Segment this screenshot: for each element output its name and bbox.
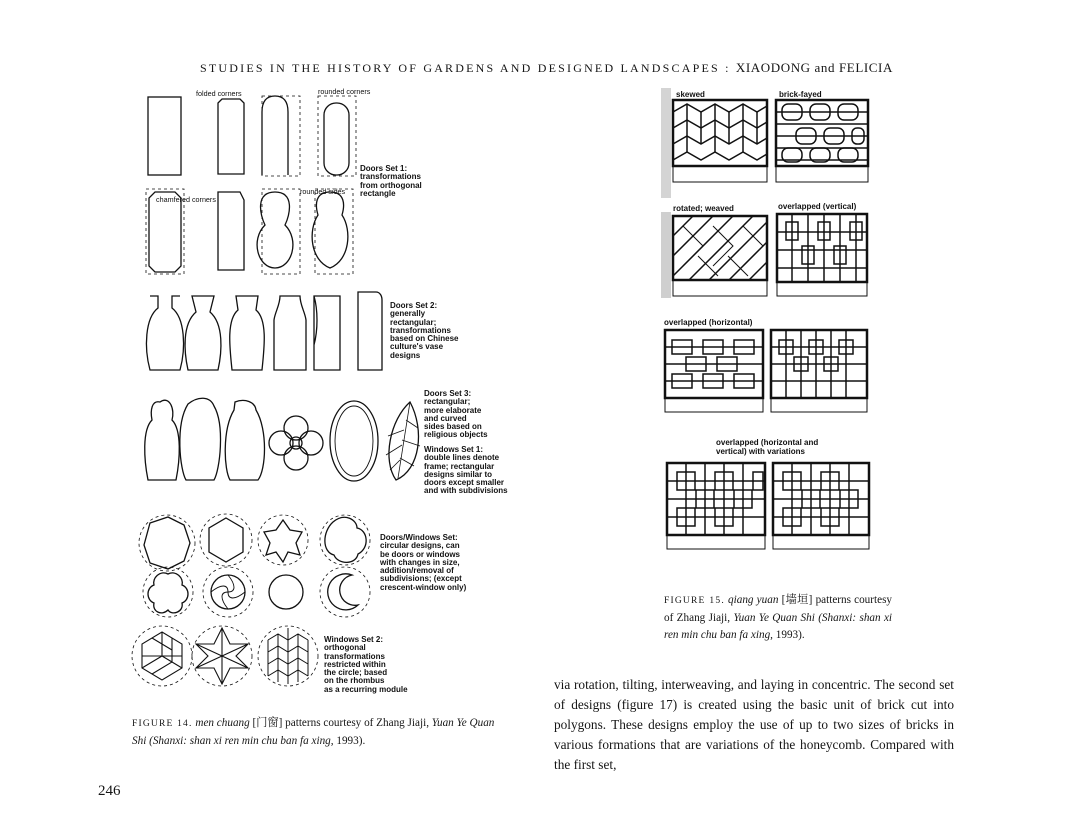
door-rounded-corners: [324, 103, 349, 175]
window-hexagon: [200, 514, 252, 566]
window-rounded-cloud: [320, 515, 370, 565]
wall-overlapped-horizontal: [665, 330, 867, 412]
door-arch: [262, 96, 288, 175]
door-elaborate-1: [145, 400, 180, 480]
wall-brick-fayed: [776, 100, 868, 182]
door-chamfered-2: [218, 192, 244, 270]
label-overlapped-variations: overlapped (horizontal and vertical) with variations: [716, 438, 819, 456]
window-star-rhombus: [192, 626, 252, 686]
label-rounded-corners: rounded corners: [318, 87, 371, 96]
wall-skewed: [673, 100, 767, 182]
door-gourd: [257, 192, 293, 268]
window-oval: [330, 401, 378, 481]
windows-set-1-note: Windows Set 1: double lines denote frame; rectangular designs similar to doors except smaller and with subdivisions: [424, 445, 508, 496]
door-rounded-sides: [312, 192, 348, 268]
door-vase-4: [274, 296, 306, 370]
door-elaborate-2: [180, 398, 221, 480]
window-flower: [143, 567, 193, 617]
doors-set-3-note: Doors Set 3: rectangular; more elaborate and curved sides based on religious objects: [424, 389, 488, 440]
body-paragraph: via rotation, tilting, interweaving, and laying in concentric. The second set of designs (figure 17) is created using the basic unit of brick cut into polygons. These designs employ the use of up to two sizes of bricks in various formations that are variations of the honeycomb. Compared with the first set,: [554, 677, 954, 772]
running-title: STUDIES IN THE HISTORY OF GARDENS AND DESIGNED LANDSCAPES :: [200, 61, 731, 75]
figure-14-caption: FIGURE 14. men chuang [门窗] patterns courtesy of Zhang Jiaji, Yuan Ye Quan Shi (Shanxi: shan xi ren min chu ban fa xing, 1993).: [132, 717, 495, 747]
window-rhombus-hex: [132, 626, 192, 686]
doors-set-1-note: Doors Set 1: transformations from orthogonal rectangle: [360, 164, 422, 198]
label-rounded-sides: rounded sides: [300, 187, 346, 196]
door-plain-rectangle: [148, 97, 181, 175]
label-overlapped-vertical: overlapped (vertical): [778, 202, 857, 211]
page-number: 246: [98, 783, 121, 799]
label-folded-corners: folded corners: [196, 89, 242, 98]
window-swirl: [203, 567, 253, 617]
window-cube-lattice: [258, 626, 318, 686]
window-circle: [269, 575, 303, 609]
doors-set-2-note: Doors Set 2: generally rectangular; transformations based on Chinese culture's vase designs: [390, 301, 459, 360]
door-folded-corners: [218, 99, 244, 174]
window-octagon: [139, 515, 195, 571]
running-authors: XIAODONG and FELICIA: [735, 60, 893, 75]
door-vase-1: [146, 296, 183, 370]
label-brick-fayed: brick-fayed: [779, 90, 822, 99]
window-crescent: [320, 567, 370, 617]
label-skewed: skewed: [676, 90, 705, 99]
door-vase-5: [314, 296, 340, 370]
figure-15-caption: FIGURE 15. qiang yuan [墙垣] patterns courtesy of Zhang Jiaji, Yuan Ye Quan Shi (Shanxi: shan xi ren min chu ban fa xing, 1993).: [664, 594, 893, 641]
wall-rotated-weaved: [673, 216, 767, 296]
window-quatrefoil: [269, 416, 323, 470]
door-elaborate-3: [225, 400, 264, 480]
windows-set-2-note: Windows Set 2: orthogonal transformations restricted within the circle; based on the rhombus as a recurring module: [324, 635, 408, 694]
door-vase-6: [358, 292, 382, 370]
door-vase-3: [230, 296, 265, 370]
label-overlapped-horizontal: overlapped (horizontal): [664, 318, 753, 327]
door-vase-2: [185, 296, 221, 370]
wall-overlapped-vertical: [777, 214, 867, 296]
label-chamfered-corners: chamfered corners: [156, 195, 216, 204]
wall-overlapped-variations: [667, 463, 869, 549]
doors-windows-set-note: Doors/Windows Set: circular designs, can be doors or windows with changes in size, addition/removal of subdivisions; (except crescent-window only): [380, 533, 467, 592]
window-star-fold: [258, 515, 308, 565]
label-rotated-weaved: rotated; weaved: [673, 204, 734, 213]
